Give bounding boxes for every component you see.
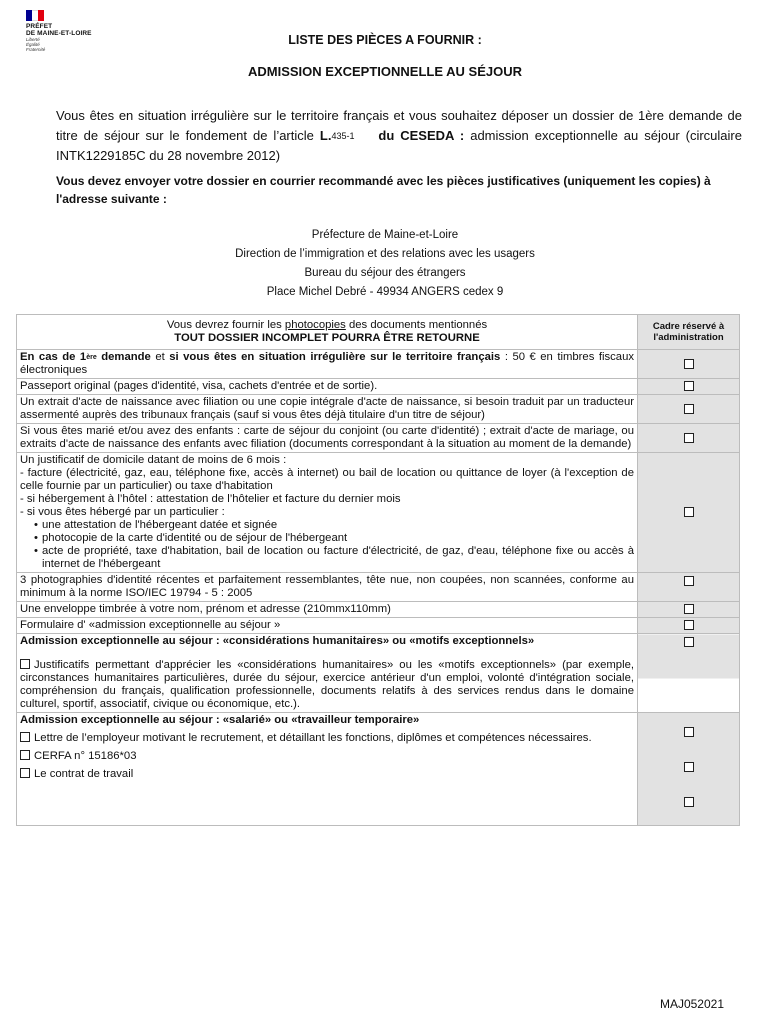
- admin-cell: [638, 713, 740, 826]
- employee-title: Admission exceptionnelle au séjour : «salarié» ou «travailleur temporaire»: [20, 714, 420, 726]
- admin-cell: [638, 453, 740, 573]
- row-proof-of-address: [17, 453, 638, 573]
- header-line1: Vous devrez fournir les photocopies des documents mentionnés: [166, 319, 488, 331]
- row-form: Formulaire d' «admission exceptionnelle au séjour »: [17, 618, 638, 634]
- logo-line1: PRÉFET: [26, 23, 53, 30]
- table-header: [17, 315, 740, 350]
- checkbox[interactable]: [684, 381, 694, 391]
- admin-checkbox-stack: [638, 713, 739, 807]
- intro-paragraph: [56, 106, 742, 166]
- checkbox[interactable]: [684, 507, 694, 517]
- address-proof-line: - facture (électricité, gaz, eau, téléphone fixe, accès à internet) ou bail de location ou quittance de loyer (à l'exception de celle fournie par un particulier) ou taxe d'habitation: [20, 467, 634, 492]
- address-line: Place Michel Debré - 49934 ANGERS cedex 9: [266, 286, 504, 298]
- checkbox[interactable]: [684, 576, 694, 586]
- hosted-bullets: [20, 519, 634, 571]
- checkbox[interactable]: [684, 727, 694, 737]
- checkbox[interactable]: [684, 433, 694, 443]
- row-family: Si vous êtes marié et/ou avez des enfants : carte de séjour du conjoint (ou carte d'identité) ; extrait d'acte de mariage, ou extraits d'acte de naissance des enfants avec filiation (documents correspondant à la situation au moment de la demande): [17, 424, 638, 453]
- row-fiscal-stamps: En cas de 1ère demande et si vous êtes en situation irrégulière sur le territoire français : 50 € en timbres fiscaux électroniques: [17, 350, 638, 379]
- intro-article-num: 435-1: [331, 131, 355, 141]
- admin-cell: [638, 395, 740, 424]
- logo-line2: DE MAINE-ET-LOIRE: [26, 30, 92, 37]
- table-row: [17, 424, 740, 453]
- logo-motto-1: Liberté: [26, 37, 40, 42]
- logo-motto-3: Fraternité: [26, 47, 46, 52]
- checkbox[interactable]: [684, 359, 694, 369]
- checkbox[interactable]: [684, 404, 694, 414]
- address-line: Bureau du séjour des étrangers: [304, 267, 466, 279]
- list-item: • photocopie de la carte d'identité ou de séjour de l'hébergeant: [42, 532, 634, 545]
- row-humanitarian: [17, 634, 638, 713]
- checkbox-icon: [20, 732, 30, 742]
- admin-cell: [638, 573, 740, 602]
- french-flag-icon: [26, 10, 44, 21]
- table-header-main: [17, 315, 638, 350]
- address-line: Direction de l’immigration et des relations avec les usagers: [235, 248, 535, 260]
- logo-motto-2: Égalité: [26, 42, 40, 47]
- checkbox[interactable]: [684, 637, 694, 647]
- intro-instruction: Vous devez envoyer votre dossier en courrier recommandé avec les pièces justificatives (uniquement les copies) à l'adresse suivante :: [56, 174, 711, 206]
- list-item: • acte de propriété, taxe d'habitation, bail de location ou facture d'électricité, de gaz, d'eau, téléphone fixe ou accès à internet de l'hébergeant: [42, 545, 634, 571]
- address-block: [0, 226, 770, 302]
- table-row: [17, 379, 740, 395]
- row-birth-certificate: Un extrait d'acte de naissance avec filiation ou une copie intégrale d'acte de naissance, si besoin traduit par un traducteur assermenté auprès des tribunaux français (sauf si vous êtes déjà titulaire d'un titre de séjour): [17, 395, 638, 424]
- table-row: [17, 395, 740, 424]
- table-row: [17, 602, 740, 618]
- checkbox[interactable]: [684, 604, 694, 614]
- admin-cell: [638, 424, 740, 453]
- checkbox-icon: [20, 659, 30, 669]
- list-item: • une attestation de l'hébergeant datée et signée: [42, 519, 634, 532]
- admin-column-header: Cadre réservé à l'administration: [638, 315, 740, 350]
- page-subtitle: ADMISSION EXCEPTIONNELLE AU SÉJOUR: [248, 64, 522, 79]
- address-proof-line: - si hébergement à l’hôtel : attestation de l’hôtelier et facture du dernier mois: [20, 493, 401, 505]
- table-row: [17, 634, 740, 713]
- employee-item: CERFA n° 15186*03: [20, 750, 634, 763]
- photocopies-underlined: photocopies: [284, 319, 346, 331]
- row-employee: [17, 713, 638, 826]
- table-row: [17, 713, 740, 826]
- humanitarian-body: Justificatifs permettant d'apprécier les «considérations humanitaires» ou les «motifs exceptionnels» (par exemple, circonstances humanitaires particulières, durée du séjour, exercice antérieur d'un emploi, volonté d'intégration sociale, compréhension du français, qualification professionnelle, documents relatifs à des services rendus dans le domaine culturel, sportif, associatif, civique ou économique, etc.).: [20, 659, 634, 710]
- humanitarian-title: Admission exceptionnelle au séjour : «considérations humanitaires» ou «motifs exceptionnels»: [20, 635, 535, 647]
- intro-ceseda: du CESEDA :: [378, 128, 465, 143]
- address-line: Préfecture de Maine-et-Loire: [311, 229, 459, 241]
- documents-table: [16, 314, 740, 826]
- employee-item: Le contrat de travail: [20, 768, 634, 781]
- flag-red: [38, 10, 44, 21]
- checkbox-icon: [20, 768, 30, 778]
- admin-cell: [638, 350, 740, 379]
- intro-article: L.: [319, 128, 332, 143]
- row-envelope: Une enveloppe timbrée à votre nom, prénom et adresse (210mmx110mm): [17, 602, 638, 618]
- page-title: LISTE DES PIÈCES A FOURNIR :: [288, 33, 482, 47]
- version-code: MAJ052021: [659, 997, 724, 1011]
- admin-cell: [638, 379, 740, 395]
- admin-cell: [638, 602, 740, 618]
- header-line2: TOUT DOSSIER INCOMPLET POURRA ÊTRE RETOURNE: [174, 332, 480, 344]
- table-row: [17, 453, 740, 573]
- employee-item: Lettre de l’employeur motivant le recrutement, et détaillant les fonctions, diplômes et compétences nécessaires.: [20, 732, 634, 745]
- row-passport: Passeport original (pages d'identité, visa, cachets d'entrée et de sortie).: [17, 379, 638, 395]
- checkbox[interactable]: [684, 762, 694, 772]
- row-photos: 3 photographies d'identité récentes et parfaitement ressemblantes, tête nue, non coupées, non scannées, conforme au minimum à la norme ISO/IEC 19794 - 5 : 2005: [17, 573, 638, 602]
- table-row: [17, 618, 740, 634]
- table-row: [17, 350, 740, 379]
- address-proof-line: - si vous êtes hébergé par un particulier :: [20, 506, 225, 518]
- checkbox-icon: [20, 750, 30, 760]
- admin-cell: [638, 618, 740, 634]
- admin-cell: [638, 634, 740, 713]
- checkbox[interactable]: [684, 620, 694, 630]
- checkbox[interactable]: [684, 797, 694, 807]
- intro-part2: admission exceptionnelle au séjour (circulaire INTK1229185C du 28 novembre 2012): [56, 128, 742, 163]
- address-proof-intro: Un justificatif de domicile datant de moins de 6 mois :: [20, 454, 287, 466]
- table-row: [17, 573, 740, 602]
- intro-part1: Vous êtes en situation irrégulière sur le territoire français et vous souhaitez déposer un dossier de 1ère demande de titre de séjour sur le fondement de l’article: [56, 108, 742, 143]
